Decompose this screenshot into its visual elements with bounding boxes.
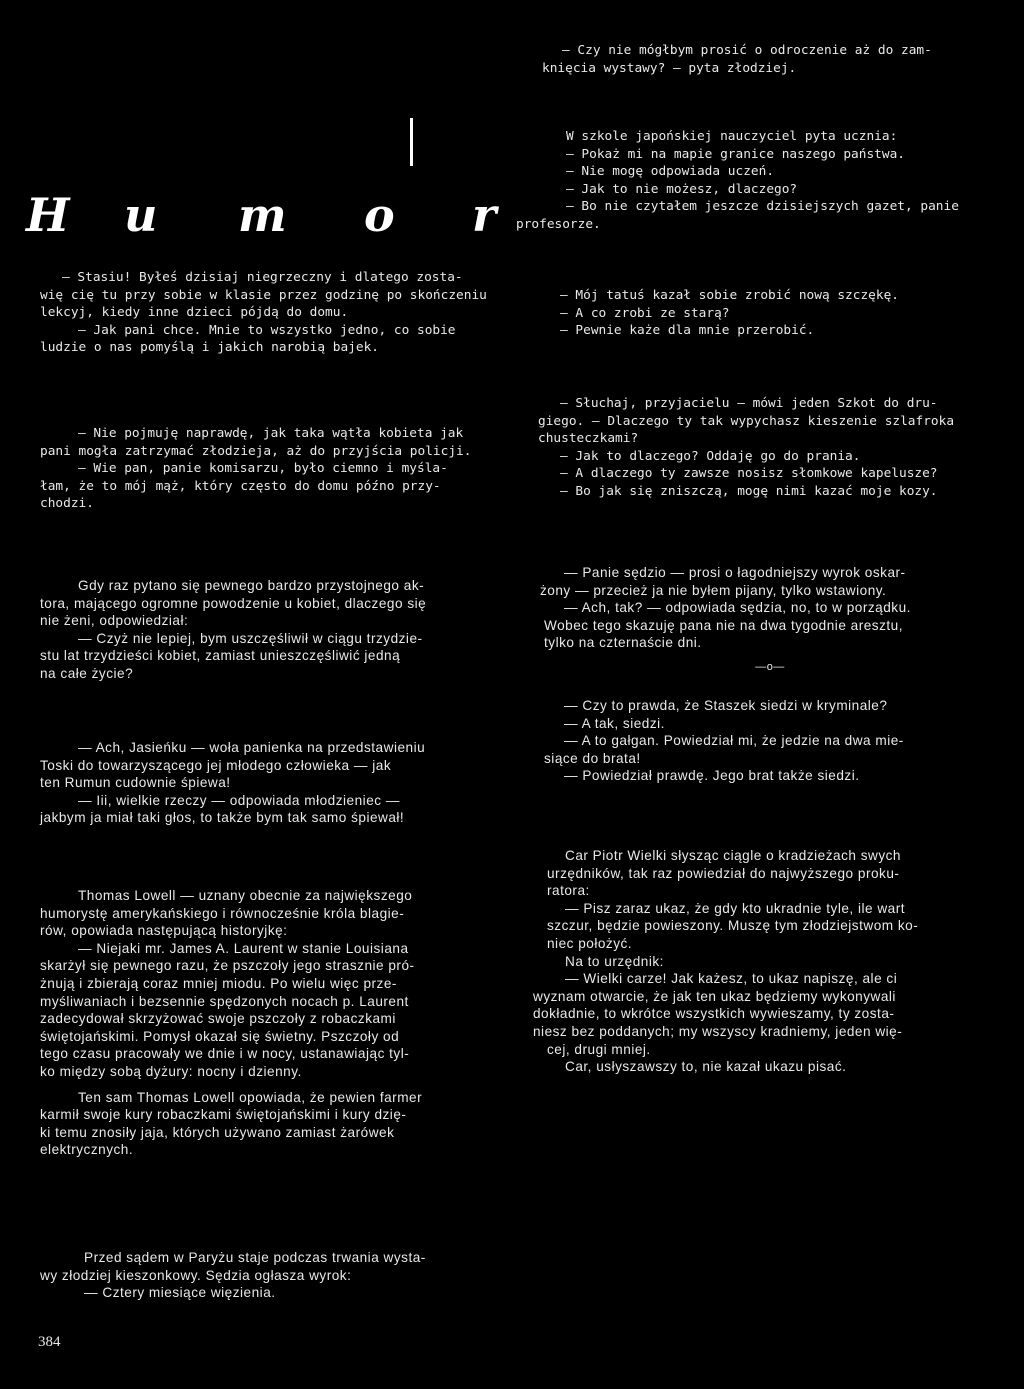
text-line: dokładnie, to wkrótce wszystkich wywieszamy, ty zosta- [533,1006,895,1022]
joke-right-7 [533,847,1003,1076]
text-line: — Ach, tak? — odpowiada sędzia, no, to w porządku. [564,600,911,616]
text-line: żnują i zbierają coraz mniej miodu. Po wielu więc prze- [40,975,397,991]
text-line: — Ach, Jasieńku — woła panienka na przedstawieniu [78,740,426,755]
text-line: Na to urzędnik: [565,953,664,969]
text-line: knięcia wystawy? — pyta złodziej. [542,60,797,76]
text-line: ki temu znosiły jaja, których używano zamiast żarówek [40,1124,395,1140]
page-title [26,188,506,252]
text-line: — A tak, siedzi. [564,715,665,731]
text-line: — Mój tatuś kazał sobie zrobić nową szczękę. [560,288,899,303]
text-line: — Wie pan, panie komisarzu, było ciemno i myśla- [78,461,448,477]
text-line: — Czy nie mógłbym prosić o odroczenie aż do zam- [562,43,932,58]
text-line: — Jak pani chce. Mnie to wszystko jedno, co sobie [78,322,456,338]
text-line: ludzie o nas pomyślą i jakich narobią bajek. [40,340,379,356]
text-line: urzędników, tak raz powiedział do najwyższego proku- [547,865,900,881]
text-line: wyznam otwarcie, że jak ten ukaz będziemy wykonywali [533,988,896,1004]
text-line: — Niejaki mr. James A. Laurent w stanie Louisiana [78,940,409,956]
text-line: — Pisz zaraz ukaz, że gdy kto ukradnie tyle, ile wart [565,900,906,916]
text-line: — Nie pojmuję naprawdę, jak taka wątła kobieta jak [78,426,464,441]
text-line: elektrycznych. [40,1142,134,1158]
text-line: skarżył się pewnego razu, że pszczoły jego strasznie pró- [40,958,415,974]
text-line: tylko na czternaście dni. [544,635,702,651]
text-line: nie żeni, odpowiedział: [40,613,189,629]
text-line: — Czy to prawda, że Staszek siedzi w kryminale? [564,698,888,713]
title-letter: m [238,188,287,242]
text-line: żony — przecież ja nie byłem pijany, tylko wstawiony. [540,582,887,598]
text-line: — Iii, wielkie rzeczy — odpowiada młodzieniec — [78,792,400,808]
joke-left-3 [40,577,510,683]
text-line: jakbym ja miał taki głos, to także bym tak samo śpiewał! [40,810,405,826]
joke-right-4 [538,395,1008,501]
joke-right-1 [540,42,1000,77]
text-line: ko między sobą dyżury: nocny i dzienny. [40,1063,302,1079]
text-line: tego czasu pracowały we dnie i w nocy, ustanawiając tyl- [40,1046,410,1062]
text-line: pani mogła zatrzymać złodzieja, aż do przyjścia policji. [40,443,472,459]
text-line: lekcyj, kiedy inne dzieci pójdą do domu. [40,305,349,321]
text-line: — Cztery miesiące więzienia. [84,1285,276,1301]
joke-left-2 [40,425,510,513]
text-line: niesz bez poddanych; my wszyscy kradniemy, jeden wię- [533,1023,903,1039]
text-line: ten Rumun cudownie śpiewa! [40,775,231,791]
title-letter: u [124,188,158,242]
joke-left-5 [40,887,520,1159]
page-number: 384 [38,1334,61,1350]
separator [740,659,800,677]
text-line: — Pewnie każe dla mnie przerobić. [560,323,815,339]
text-line: karmił swoje kury robaczkami świętojańskimi i kury dzię- [40,1107,407,1123]
text-line: łam, że to mój mąż, który często do domu późno przy- [40,478,441,494]
text-line: szczur, będzie powieszony. Muszę tym złodziejstwom ko- [547,918,919,934]
text-line: — Bo jak się zniszczą, mogę nimi kazać moje kozy. [560,483,938,499]
text-line: — Stasiu! Byłeś dzisiaj niegrzeczny i dlatego zosta- [62,270,463,285]
text-line: — Czyż nie lepiej, bym uszczęśliwił w ciągu trzydzie- [78,630,423,646]
text-line: rów, opowiada następującą historyjkę: [40,923,288,939]
text-line: chodzi. [40,496,94,512]
text-line: świętojańskimi. Pomysł okazał się świetny. Pszczoły od [40,1028,400,1044]
text-line: — Jak to dlaczego? Oddaję go do prania. [560,448,861,464]
text-line: humorystę amerykańskiego i równocześnie króla blagie- [40,905,405,921]
text-line: — Bo nie czytałem jeszcze dzisiejszych gazet, panie [566,199,959,215]
joke-left-6 [40,1249,520,1302]
joke-left-1 [40,269,510,357]
text-line: wię cię tu przy sobie w klasie przez godzinę po skończeniu [40,287,487,303]
text-line: — A dlaczego ty zawsze nosisz słomkowe kapelusze? [560,466,938,482]
text-line: Toski do towarzyszącego jej młodego człowieka — jak [40,757,392,773]
text-line: — Jak to nie możesz, dlaczego? [566,181,798,197]
text-line: na całe życie? [40,665,134,681]
text-line: cej, drugi mniej. [547,1041,651,1057]
text-line: — Słuchaj, przyjacielu — mówi jeden Szkot do dru- [560,396,938,411]
text-line: giego. — Dlaczego ty tak wypychasz kieszenie szlafroka [538,413,955,429]
text-line: zadecydował skrzyżować swoje pszczoły z robaczkami [40,1011,396,1027]
text-line: — Powiedział prawdę. Jego brat także siedzi. [564,768,860,784]
title-letter: H [26,188,70,242]
text-line: — Panie sędzio — prosi o łagodniejszy wyrok oskar- [564,565,906,580]
separator-text: —o— [755,661,785,673]
text-line: — Wielki carze! Jak każesz, to ukaz napiszę, ale ci [565,971,898,987]
text-line: — Nie mogę odpowiada uczeń. [566,164,775,180]
text-line: W szkole japońskiej nauczyciel pyta ucznia: [566,129,898,144]
text-line: tora, mającego ogromne powodzenie u kobiet, dlaczego się [40,595,427,611]
text-line: — A to gałgan. Powiedział mi, że jedzie na dwa mie- [564,733,904,749]
text-line: Ten sam Thomas Lowell opowiada, że pewien farmer [78,1089,423,1105]
title-rule [410,118,413,166]
text-line: wy złodziej kieszonkowy. Sędzia ogłasza wyrok: [40,1267,352,1283]
text-line: Thomas Lowell — uznany obecnie za największego [78,888,413,903]
text-line: profesorze. [516,216,601,232]
text-line: niec położyć. [547,935,633,951]
text-line: Car Piotr Wielki słysząc ciągle o kradzieżach swych [565,848,901,863]
text-line: — A co zrobi ze starą? [560,305,730,321]
text-line: Car, usłyszawszy to, nie kazał ukazu pisać. [565,1059,847,1075]
joke-left-4 [40,739,520,827]
text-line: chusteczkami? [538,431,639,447]
text-line: siące do brata! [544,750,641,766]
text-line: — Pokaż mi na mapie granice naszego państwa. [566,146,905,162]
joke-right-2 [516,128,986,234]
text-line: ratora: [547,883,590,899]
joke-right-6 [540,697,980,785]
text-line: Przed sądem w Paryżu staje podczas trwania wysta- [84,1250,426,1265]
text-line: stu lat trzydzieści kobiet, zamiast unieszczęśliwić jedną [40,648,401,664]
title-letter: o [364,188,395,242]
text-line: Gdy raz pytano się pewnego bardzo przystojnego ak- [78,578,425,593]
text-line: myśliwaniach i bezsennie spędzonych nocach p. Laurent [40,993,409,1009]
joke-right-3 [560,287,1000,340]
joke-right-5 [540,564,980,652]
text-line: Wobec tego skazuję pana nie na dwa tygodnie aresztu, [544,617,904,633]
title-letter: r [472,188,497,242]
